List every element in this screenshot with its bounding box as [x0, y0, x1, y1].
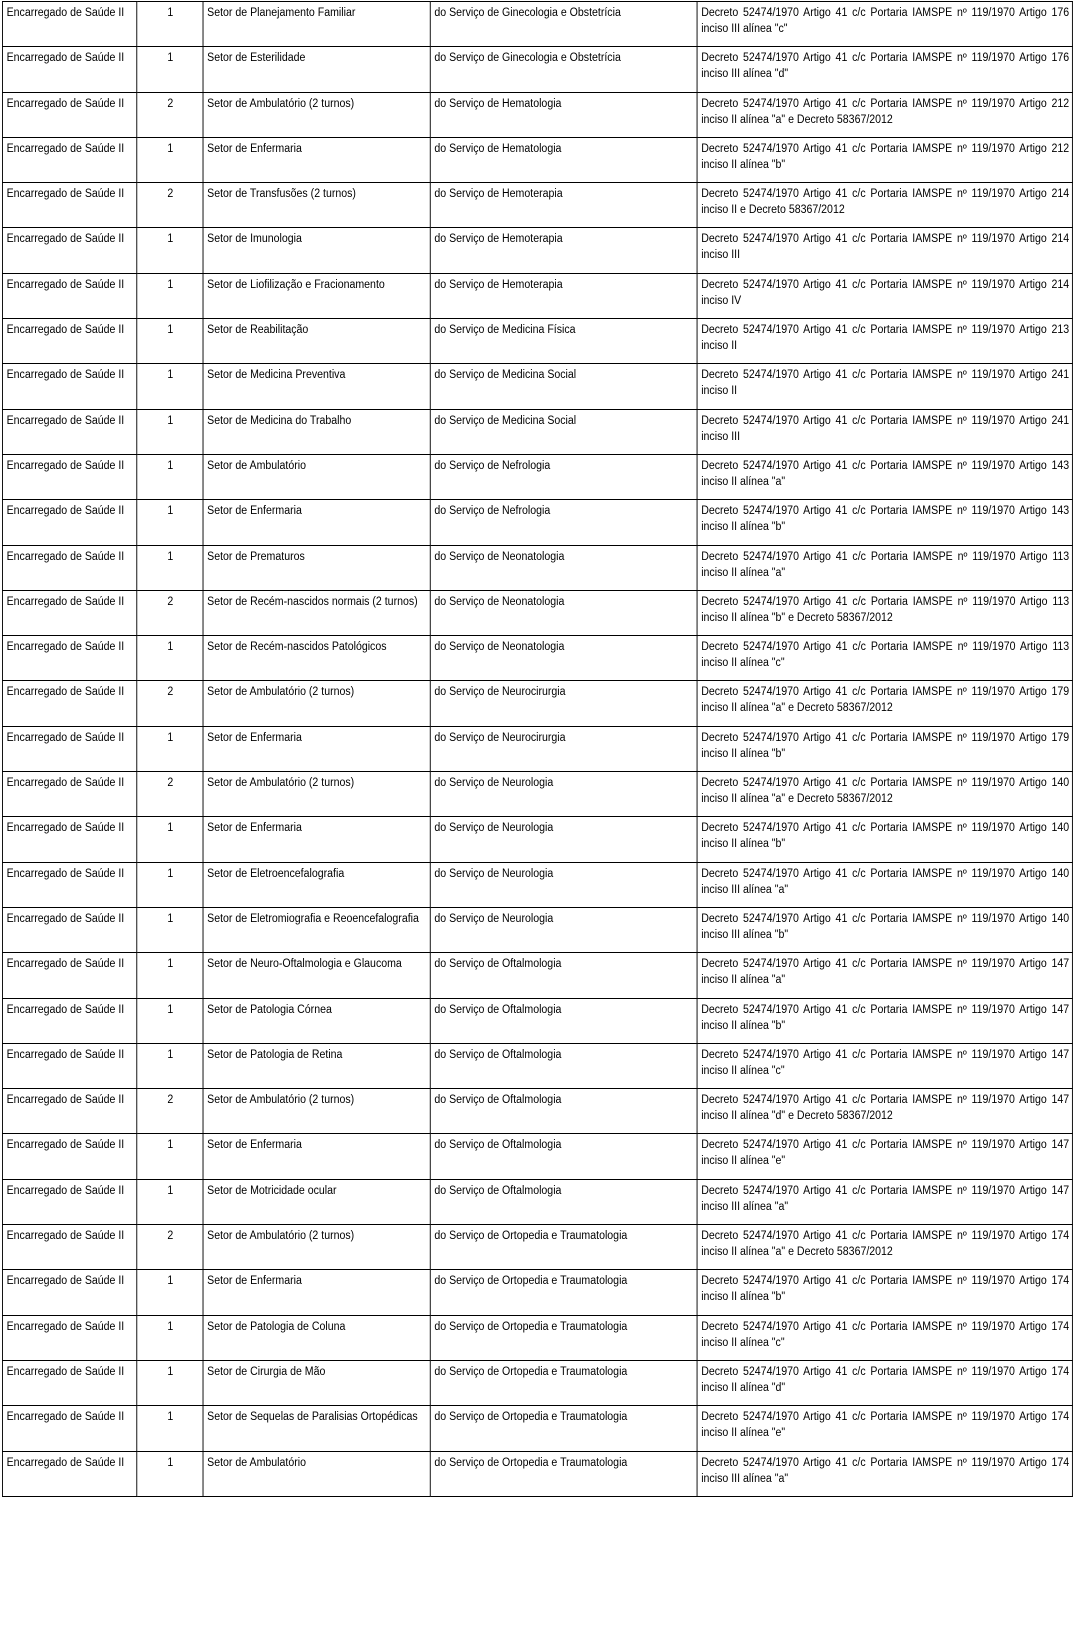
cell-quantidade: 1 — [137, 636, 203, 681]
cell-servico: do Serviço de Hemoterapia — [430, 273, 697, 318]
cell-setor: Setor de Enfermaria — [203, 137, 430, 182]
table-row — [2, 1315, 1072, 1360]
cell-quantidade: 1 — [137, 273, 203, 318]
cell-setor: Setor de Ambulatório — [203, 454, 430, 499]
table-row — [2, 681, 1072, 726]
cell-servico: do Serviço de Oftalmologia — [430, 1089, 697, 1134]
cell-fundamento-legal: Decreto 52474/1970 Artigo 41 c/c Portaria IAMSPE nº 119/1970 Artigo 147 inciso II alínea "b" — [697, 998, 1072, 1043]
cell-fundamento-legal: Decreto 52474/1970 Artigo 41 c/c Portaria IAMSPE nº 119/1970 Artigo 241 inciso II — [697, 364, 1072, 409]
table-row — [2, 1270, 1072, 1315]
cell-servico: do Serviço de Neonatologia — [430, 590, 697, 635]
cell-fundamento-legal: Decreto 52474/1970 Artigo 41 c/c Portaria IAMSPE nº 119/1970 Artigo 174 inciso III alínea "a" — [697, 1451, 1072, 1496]
cell-servico: do Serviço de Neurologia — [430, 817, 697, 862]
cell-setor: Setor de Neuro-Oftalmologia e Glaucoma — [203, 953, 430, 998]
cell-fundamento-legal: Decreto 52474/1970 Artigo 41 c/c Portaria IAMSPE nº 119/1970 Artigo 176 inciso III alínea "c" — [697, 2, 1072, 47]
cell-setor: Setor de Cirurgia de Mão — [203, 1360, 430, 1405]
cell-setor: Setor de Patologia de Retina — [203, 1043, 430, 1088]
table-row — [2, 47, 1072, 92]
cell-cargo: Encarregado de Saúde II — [2, 1406, 136, 1451]
cell-servico: do Serviço de Ginecologia e Obstetrícia — [430, 2, 697, 47]
cell-cargo: Encarregado de Saúde II — [2, 907, 136, 952]
cell-cargo: Encarregado de Saúde II — [2, 409, 136, 454]
cell-setor: Setor de Eletromiografia e Reoencefalografia — [203, 907, 430, 952]
cell-servico: do Serviço de Ortopedia e Traumatologia — [430, 1451, 697, 1496]
cell-quantidade: 1 — [137, 1406, 203, 1451]
cell-quantidade: 1 — [137, 1179, 203, 1224]
table-row — [2, 907, 1072, 952]
cell-servico: do Serviço de Hemoterapia — [430, 228, 697, 273]
table-row — [2, 1406, 1072, 1451]
positions-table — [2, 1, 1073, 1497]
cell-quantidade: 1 — [137, 1043, 203, 1088]
cell-fundamento-legal: Decreto 52474/1970 Artigo 41 c/c Portaria IAMSPE nº 119/1970 Artigo 140 inciso III alínea "b" — [697, 907, 1072, 952]
cell-cargo: Encarregado de Saúde II — [2, 1315, 136, 1360]
cell-fundamento-legal: Decreto 52474/1970 Artigo 41 c/c Portaria IAMSPE nº 119/1970 Artigo 140 inciso II alínea "b" — [697, 817, 1072, 862]
table-row — [2, 319, 1072, 364]
cell-cargo: Encarregado de Saúde II — [2, 953, 136, 998]
cell-setor: Setor de Enfermaria — [203, 726, 430, 771]
table-row — [2, 545, 1072, 590]
cell-quantidade: 1 — [137, 998, 203, 1043]
table-body — [2, 2, 1072, 1497]
cell-fundamento-legal: Decreto 52474/1970 Artigo 41 c/c Portaria IAMSPE nº 119/1970 Artigo 143 inciso II alínea "a" — [697, 454, 1072, 499]
table-row — [2, 1360, 1072, 1405]
cell-quantidade: 1 — [137, 545, 203, 590]
cell-setor: Setor de Enfermaria — [203, 500, 430, 545]
cell-setor: Setor de Patologia de Coluna — [203, 1315, 430, 1360]
cell-setor: Setor de Recém-nascidos Patológicos — [203, 636, 430, 681]
cell-servico: do Serviço de Neurologia — [430, 772, 697, 817]
cell-servico: do Serviço de Oftalmologia — [430, 1134, 697, 1179]
cell-cargo: Encarregado de Saúde II — [2, 500, 136, 545]
cell-quantidade: 1 — [137, 137, 203, 182]
cell-fundamento-legal: Decreto 52474/1970 Artigo 41 c/c Portaria IAMSPE nº 119/1970 Artigo 212 inciso II alínea "a" e Decreto 58367/2012 — [697, 92, 1072, 137]
cell-setor: Setor de Recém-nascidos normais (2 turnos) — [203, 590, 430, 635]
cell-cargo: Encarregado de Saúde II — [2, 998, 136, 1043]
cell-servico: do Serviço de Oftalmologia — [430, 998, 697, 1043]
cell-cargo: Encarregado de Saúde II — [2, 862, 136, 907]
cell-servico: do Serviço de Medicina Física — [430, 319, 697, 364]
cell-cargo: Encarregado de Saúde II — [2, 1270, 136, 1315]
cell-fundamento-legal: Decreto 52474/1970 Artigo 41 c/c Portaria IAMSPE nº 119/1970 Artigo 113 inciso II alínea "c" — [697, 636, 1072, 681]
cell-quantidade: 1 — [137, 817, 203, 862]
cell-servico: do Serviço de Nefrologia — [430, 500, 697, 545]
cell-setor: Setor de Motricidade ocular — [203, 1179, 430, 1224]
cell-quantidade: 1 — [137, 1270, 203, 1315]
cell-fundamento-legal: Decreto 52474/1970 Artigo 41 c/c Portaria IAMSPE nº 119/1970 Artigo 214 inciso II e Decreto 58367/2012 — [697, 183, 1072, 228]
cell-cargo: Encarregado de Saúde II — [2, 636, 136, 681]
table-row — [2, 183, 1072, 228]
cell-fundamento-legal: Decreto 52474/1970 Artigo 41 c/c Portaria IAMSPE nº 119/1970 Artigo 113 inciso II alínea "b" e Decreto 58367/2012 — [697, 590, 1072, 635]
cell-cargo: Encarregado de Saúde II — [2, 228, 136, 273]
cell-quantidade: 1 — [137, 454, 203, 499]
cell-quantidade: 1 — [137, 1134, 203, 1179]
cell-cargo: Encarregado de Saúde II — [2, 817, 136, 862]
cell-quantidade: 1 — [137, 228, 203, 273]
cell-setor: Setor de Sequelas de Paralisias Ortopédicas — [203, 1406, 430, 1451]
cell-quantidade: 1 — [137, 1360, 203, 1405]
cell-quantidade: 1 — [137, 47, 203, 92]
cell-setor: Setor de Prematuros — [203, 545, 430, 590]
cell-cargo: Encarregado de Saúde II — [2, 590, 136, 635]
cell-setor: Setor de Enfermaria — [203, 1134, 430, 1179]
cell-setor: Setor de Ambulatório (2 turnos) — [203, 772, 430, 817]
cell-cargo: Encarregado de Saúde II — [2, 183, 136, 228]
cell-fundamento-legal: Decreto 52474/1970 Artigo 41 c/c Portaria IAMSPE nº 119/1970 Artigo 213 inciso II — [697, 319, 1072, 364]
cell-setor: Setor de Liofilização e Fracionamento — [203, 273, 430, 318]
cell-quantidade: 1 — [137, 907, 203, 952]
cell-servico: do Serviço de Medicina Social — [430, 409, 697, 454]
cell-fundamento-legal: Decreto 52474/1970 Artigo 41 c/c Portaria IAMSPE nº 119/1970 Artigo 140 inciso II alínea "a" e Decreto 58367/2012 — [697, 772, 1072, 817]
cell-servico: do Serviço de Ortopedia e Traumatologia — [430, 1270, 697, 1315]
cell-setor: Setor de Enfermaria — [203, 817, 430, 862]
table-row — [2, 726, 1072, 771]
cell-fundamento-legal: Decreto 52474/1970 Artigo 41 c/c Portaria IAMSPE nº 119/1970 Artigo 214 inciso III — [697, 228, 1072, 273]
cell-setor: Setor de Transfusões (2 turnos) — [203, 183, 430, 228]
cell-setor: Setor de Ambulatório (2 turnos) — [203, 92, 430, 137]
cell-quantidade: 1 — [137, 1451, 203, 1496]
cell-cargo: Encarregado de Saúde II — [2, 2, 136, 47]
cell-servico: do Serviço de Oftalmologia — [430, 1043, 697, 1088]
cell-quantidade: 2 — [137, 1225, 203, 1270]
cell-setor: Setor de Ambulatório (2 turnos) — [203, 681, 430, 726]
cell-quantidade: 2 — [137, 590, 203, 635]
table-row — [2, 862, 1072, 907]
cell-quantidade: 2 — [137, 772, 203, 817]
cell-servico: do Serviço de Hematologia — [430, 92, 697, 137]
cell-servico: do Serviço de Hemoterapia — [430, 183, 697, 228]
cell-fundamento-legal: Decreto 52474/1970 Artigo 41 c/c Portaria IAMSPE nº 119/1970 Artigo 174 inciso II alínea "e" — [697, 1406, 1072, 1451]
cell-fundamento-legal: Decreto 52474/1970 Artigo 41 c/c Portaria IAMSPE nº 119/1970 Artigo 214 inciso IV — [697, 273, 1072, 318]
table-row — [2, 1179, 1072, 1224]
cell-quantidade: 2 — [137, 183, 203, 228]
cell-quantidade: 2 — [137, 1089, 203, 1134]
cell-servico: do Serviço de Ortopedia e Traumatologia — [430, 1225, 697, 1270]
cell-fundamento-legal: Decreto 52474/1970 Artigo 41 c/c Portaria IAMSPE nº 119/1970 Artigo 147 inciso II alínea "d" e Decreto 58367/2012 — [697, 1089, 1072, 1134]
cell-servico: do Serviço de Ortopedia e Traumatologia — [430, 1406, 697, 1451]
cell-cargo: Encarregado de Saúde II — [2, 1179, 136, 1224]
table-row — [2, 409, 1072, 454]
cell-cargo: Encarregado de Saúde II — [2, 319, 136, 364]
table-row — [2, 953, 1072, 998]
cell-quantidade: 1 — [137, 500, 203, 545]
table-row — [2, 1089, 1072, 1134]
cell-fundamento-legal: Decreto 52474/1970 Artigo 41 c/c Portaria IAMSPE nº 119/1970 Artigo 147 inciso II alínea "c" — [697, 1043, 1072, 1088]
cell-servico: do Serviço de Ortopedia e Traumatologia — [430, 1360, 697, 1405]
cell-fundamento-legal: Decreto 52474/1970 Artigo 41 c/c Portaria IAMSPE nº 119/1970 Artigo 212 inciso II alínea "b" — [697, 137, 1072, 182]
cell-servico: do Serviço de Neurologia — [430, 907, 697, 952]
cell-fundamento-legal: Decreto 52474/1970 Artigo 41 c/c Portaria IAMSPE nº 119/1970 Artigo 174 inciso II alínea "c" — [697, 1315, 1072, 1360]
cell-quantidade: 1 — [137, 364, 203, 409]
table-row — [2, 998, 1072, 1043]
cell-servico: do Serviço de Oftalmologia — [430, 953, 697, 998]
table-row — [2, 1043, 1072, 1088]
cell-setor: Setor de Ambulatório (2 turnos) — [203, 1089, 430, 1134]
cell-servico: do Serviço de Neurocirurgia — [430, 681, 697, 726]
cell-cargo: Encarregado de Saúde II — [2, 681, 136, 726]
cell-fundamento-legal: Decreto 52474/1970 Artigo 41 c/c Portaria IAMSPE nº 119/1970 Artigo 176 inciso III alínea "d" — [697, 47, 1072, 92]
table-row — [2, 817, 1072, 862]
cell-setor: Setor de Reabilitação — [203, 319, 430, 364]
cell-fundamento-legal: Decreto 52474/1970 Artigo 41 c/c Portaria IAMSPE nº 119/1970 Artigo 179 inciso II alínea "a" e Decreto 58367/2012 — [697, 681, 1072, 726]
cell-setor: Setor de Planejamento Familiar — [203, 2, 430, 47]
cell-fundamento-legal: Decreto 52474/1970 Artigo 41 c/c Portaria IAMSPE nº 119/1970 Artigo 147 inciso II alínea "e" — [697, 1134, 1072, 1179]
cell-servico: do Serviço de Neonatologia — [430, 636, 697, 681]
cell-servico: do Serviço de Oftalmologia — [430, 1179, 697, 1224]
table-row — [2, 454, 1072, 499]
table-row — [2, 1225, 1072, 1270]
cell-cargo: Encarregado de Saúde II — [2, 772, 136, 817]
cell-cargo: Encarregado de Saúde II — [2, 273, 136, 318]
cell-cargo: Encarregado de Saúde II — [2, 92, 136, 137]
cell-quantidade: 1 — [137, 319, 203, 364]
cell-cargo: Encarregado de Saúde II — [2, 1043, 136, 1088]
cell-fundamento-legal: Decreto 52474/1970 Artigo 41 c/c Portaria IAMSPE nº 119/1970 Artigo 147 inciso II alínea "a" — [697, 953, 1072, 998]
cell-cargo: Encarregado de Saúde II — [2, 454, 136, 499]
cell-fundamento-legal: Decreto 52474/1970 Artigo 41 c/c Portaria IAMSPE nº 119/1970 Artigo 241 inciso III — [697, 409, 1072, 454]
cell-servico: do Serviço de Neonatologia — [430, 545, 697, 590]
table-row — [2, 92, 1072, 137]
cell-fundamento-legal: Decreto 52474/1970 Artigo 41 c/c Portaria IAMSPE nº 119/1970 Artigo 174 inciso II alínea "d" — [697, 1360, 1072, 1405]
cell-quantidade: 1 — [137, 953, 203, 998]
cell-cargo: Encarregado de Saúde II — [2, 1360, 136, 1405]
cell-quantidade: 1 — [137, 409, 203, 454]
table-row — [2, 137, 1072, 182]
cell-fundamento-legal: Decreto 52474/1970 Artigo 41 c/c Portaria IAMSPE nº 119/1970 Artigo 143 inciso II alínea "b" — [697, 500, 1072, 545]
cell-servico: do Serviço de Ginecologia e Obstetrícia — [430, 47, 697, 92]
cell-cargo: Encarregado de Saúde II — [2, 545, 136, 590]
table-row — [2, 636, 1072, 681]
cell-cargo: Encarregado de Saúde II — [2, 1134, 136, 1179]
cell-fundamento-legal: Decreto 52474/1970 Artigo 41 c/c Portaria IAMSPE nº 119/1970 Artigo 174 inciso II alínea "b" — [697, 1270, 1072, 1315]
cell-fundamento-legal: Decreto 52474/1970 Artigo 41 c/c Portaria IAMSPE nº 119/1970 Artigo 179 inciso II alínea "b" — [697, 726, 1072, 771]
cell-cargo: Encarregado de Saúde II — [2, 47, 136, 92]
table-row — [2, 228, 1072, 273]
cell-setor: Setor de Patologia Córnea — [203, 998, 430, 1043]
cell-quantidade: 2 — [137, 92, 203, 137]
document-page — [2, 1, 1072, 1497]
cell-servico: do Serviço de Nefrologia — [430, 454, 697, 499]
cell-fundamento-legal: Decreto 52474/1970 Artigo 41 c/c Portaria IAMSPE nº 119/1970 Artigo 113 inciso II alínea "a" — [697, 545, 1072, 590]
cell-quantidade: 1 — [137, 862, 203, 907]
cell-setor: Setor de Ambulatório (2 turnos) — [203, 1225, 430, 1270]
cell-cargo: Encarregado de Saúde II — [2, 1451, 136, 1496]
cell-setor: Setor de Ambulatório — [203, 1451, 430, 1496]
table-row — [2, 2, 1072, 47]
cell-servico: do Serviço de Hematologia — [430, 137, 697, 182]
cell-fundamento-legal: Decreto 52474/1970 Artigo 41 c/c Portaria IAMSPE nº 119/1970 Artigo 174 inciso II alínea "a" e Decreto 58367/2012 — [697, 1225, 1072, 1270]
cell-quantidade: 1 — [137, 2, 203, 47]
cell-cargo: Encarregado de Saúde II — [2, 137, 136, 182]
cell-setor: Setor de Imunologia — [203, 228, 430, 273]
cell-fundamento-legal: Decreto 52474/1970 Artigo 41 c/c Portaria IAMSPE nº 119/1970 Artigo 140 inciso III alínea "a" — [697, 862, 1072, 907]
table-row — [2, 364, 1072, 409]
cell-fundamento-legal: Decreto 52474/1970 Artigo 41 c/c Portaria IAMSPE nº 119/1970 Artigo 147 inciso III alínea "a" — [697, 1179, 1072, 1224]
cell-quantidade: 1 — [137, 1315, 203, 1360]
cell-servico: do Serviço de Medicina Social — [430, 364, 697, 409]
cell-cargo: Encarregado de Saúde II — [2, 726, 136, 771]
table-row — [2, 500, 1072, 545]
cell-cargo: Encarregado de Saúde II — [2, 1225, 136, 1270]
cell-servico: do Serviço de Ortopedia e Traumatologia — [430, 1315, 697, 1360]
table-row — [2, 1451, 1072, 1496]
cell-setor: Setor de Eletroencefalografia — [203, 862, 430, 907]
cell-cargo: Encarregado de Saúde II — [2, 1089, 136, 1134]
cell-servico: do Serviço de Neurologia — [430, 862, 697, 907]
cell-setor: Setor de Medicina Preventiva — [203, 364, 430, 409]
table-row — [2, 772, 1072, 817]
cell-cargo: Encarregado de Saúde II — [2, 364, 136, 409]
table-row — [2, 590, 1072, 635]
table-row — [2, 273, 1072, 318]
cell-quantidade: 1 — [137, 726, 203, 771]
table-row — [2, 1134, 1072, 1179]
cell-setor: Setor de Medicina do Trabalho — [203, 409, 430, 454]
cell-servico: do Serviço de Neurocirurgia — [430, 726, 697, 771]
cell-setor: Setor de Esterilidade — [203, 47, 430, 92]
cell-quantidade: 2 — [137, 681, 203, 726]
cell-setor: Setor de Enfermaria — [203, 1270, 430, 1315]
